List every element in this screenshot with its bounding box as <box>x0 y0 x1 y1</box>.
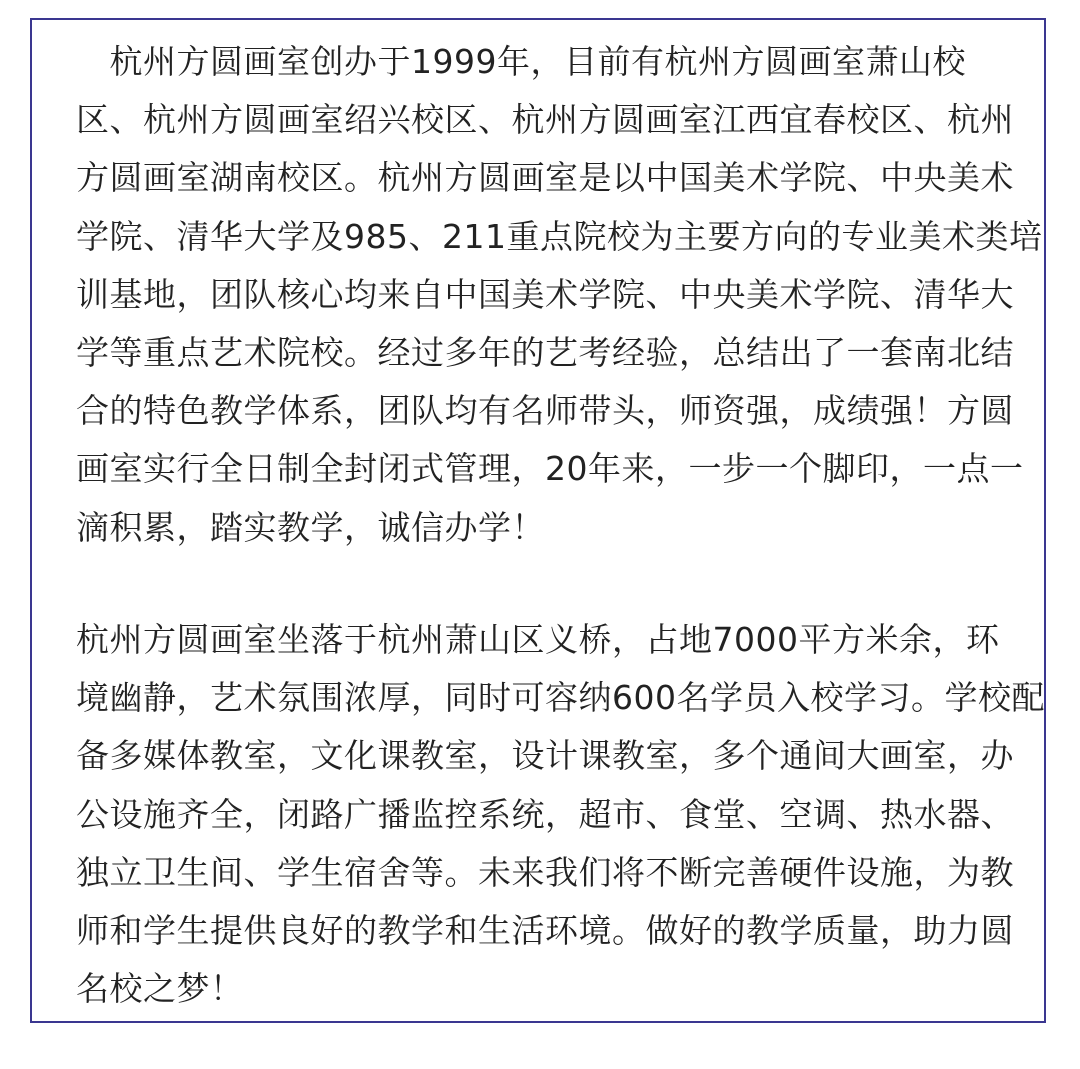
paragraph-line: 学等重点艺术院校。经过多年的艺考经验，总结出了一套南北结 <box>76 332 1014 372</box>
paragraph-line: 训基地，团队核心均来自中国美术学院、中央美术学院、清华大 <box>76 274 1014 314</box>
paragraph-line: 方圆画室湖南校区。杭州方圆画室是以中国美术学院、中央美术 <box>76 158 1014 198</box>
paragraph-line: 备多媒体教室，文化课教室，设计课教室，多个通间大画室，办 <box>76 736 1014 776</box>
paragraph-line: 合的特色教学体系，团队均有名师带头，师资强，成绩强！方圆 <box>76 391 1014 431</box>
paragraph-line: 杭州方圆画室创办于1999年，目前有杭州方圆画室萧山校 <box>76 42 966 81</box>
paragraph-line: 独立卫生间、学生宿舍等。未来我们将不断完善硬件设施，为教 <box>76 852 1014 892</box>
paragraph-line: 杭州方圆画室坐落于杭州萧山区义桥，占地7000平方米余，环 <box>76 620 1000 659</box>
paragraph-line: 区、杭州方圆画室绍兴校区、杭州方圆画室江西宜春校区、杭州 <box>76 100 1014 140</box>
paragraph-line: 滴积累，踏实教学，诚信办学！ <box>76 507 545 547</box>
paragraph-line: 公设施齐全，闭路广播监控系统，超市、食堂、空调、热水器、 <box>76 794 1014 834</box>
facilities-paragraph <box>76 611 1045 1018</box>
paragraph-line: 画室实行全日制全封闭式管理，20年来，一步一个脚印，一点一 <box>76 449 1024 489</box>
intro-paragraph <box>76 33 1042 557</box>
paragraph-line: 学院、清华大学及985、211重点院校为主要方向的专业美术类培 <box>76 216 1043 256</box>
paragraph-line: 境幽静，艺术氛围浓厚，同时可容纳600名学员入校学习。学校配 <box>76 678 1045 718</box>
paragraph-line: 师和学生提供良好的教学和生活环境。做好的教学质量，助力圆 <box>76 910 1014 950</box>
paragraph-line: 名校之梦！ <box>76 969 244 1009</box>
